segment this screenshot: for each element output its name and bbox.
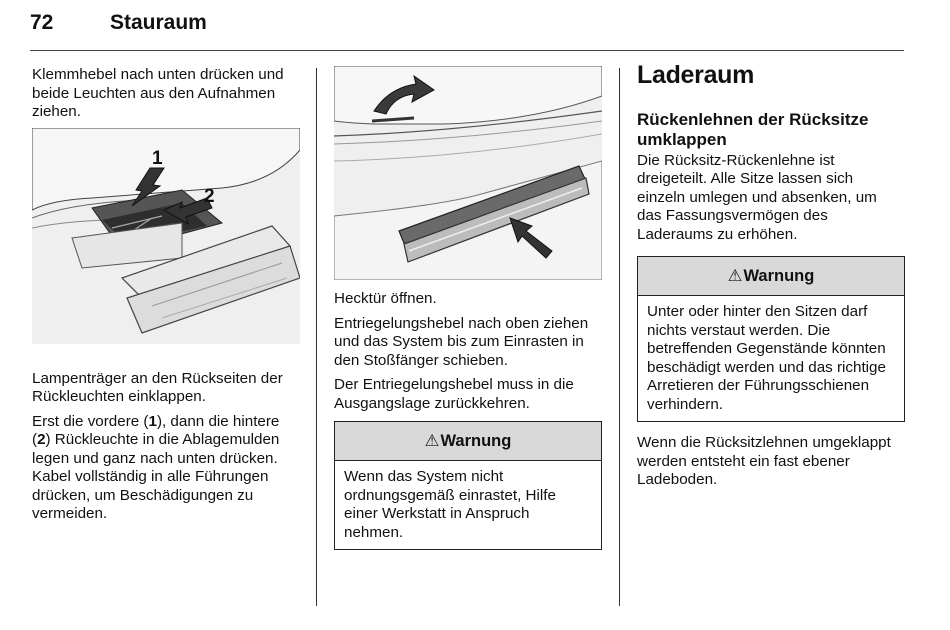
warning-title: Warnung xyxy=(743,267,815,285)
warning-header xyxy=(638,257,904,296)
column-right xyxy=(637,61,905,496)
section-heading: Laderaum xyxy=(637,61,755,89)
instruction-paragraph: Hecktür öffnen. xyxy=(334,290,437,307)
instruction-paragraph: Erst die vordere (1), dann die hintere (2) Rückleuchte in die Ablagemulden legen und ganz nach unten drücken. Kabel vollständig in alle Führungen drücken, um Beschädigungen zu vermeiden. xyxy=(32,412,280,522)
subsection-heading: Rückenlehnen der Rücksitze umklappen xyxy=(637,109,869,149)
column-divider-1 xyxy=(316,68,317,606)
column-divider-2 xyxy=(619,68,620,606)
warning-box xyxy=(637,256,905,422)
body-paragraph: Die Rücksitz-Rückenlehne ist dreigeteilt. Alle Sitze lassen sich einzeln umlegen und absenken, um das Fassungsvermögen des Laderaums zu erhöhen. xyxy=(637,151,877,243)
column-middle xyxy=(334,66,602,550)
callout-1: 1 xyxy=(152,147,163,169)
page-number: 72 xyxy=(30,11,54,34)
callout-2: 2 xyxy=(204,185,215,207)
page-title: Stauraum xyxy=(110,11,207,34)
warning-header xyxy=(335,422,601,461)
warning-text: Wenn das System nicht ordnungsgemäß einrastet, Hilfe einer Werkstatt in Anspruch nehmen. xyxy=(344,468,556,541)
warning-title: Warnung xyxy=(440,432,512,450)
bumper-illustration xyxy=(334,66,602,280)
warning-triangle-icon: ⚠ xyxy=(727,267,743,285)
body-paragraph: Wenn die Rücksitzlehnen umgeklappt werden entsteht ein fast ebener Ladeboden. xyxy=(637,434,891,488)
rear-light-drawing xyxy=(32,128,300,344)
column-left xyxy=(32,66,300,530)
warning-box xyxy=(334,421,602,550)
rear-light-illustration xyxy=(32,128,300,344)
page-header xyxy=(30,8,904,51)
instruction-paragraph: Klemmhebel nach unten drücken und beide Leuchten aus den Aufnahmen ziehen. xyxy=(32,66,284,120)
instruction-paragraph: Entriegelungshebel nach oben ziehen und das System bis zum Einrasten in den Stoßfänger schieben. xyxy=(334,314,589,369)
warning-text: Unter oder hinter den Sitzen darf nichts verstaut werden. Die betreffenden Gegenstände könnten beschädigt werden und das richtige Arretieren der Führungsschienen verhindern. xyxy=(647,303,886,413)
instruction-paragraph: Lampenträger an den Rückseiten der Rückleuchten einklappen. xyxy=(32,369,283,405)
bumper-drawing xyxy=(334,66,602,280)
warning-triangle-icon: ⚠ xyxy=(424,432,440,450)
instruction-paragraph: Der Entriegelungshebel muss in die Ausgangslage zurückkehren. xyxy=(334,376,574,412)
